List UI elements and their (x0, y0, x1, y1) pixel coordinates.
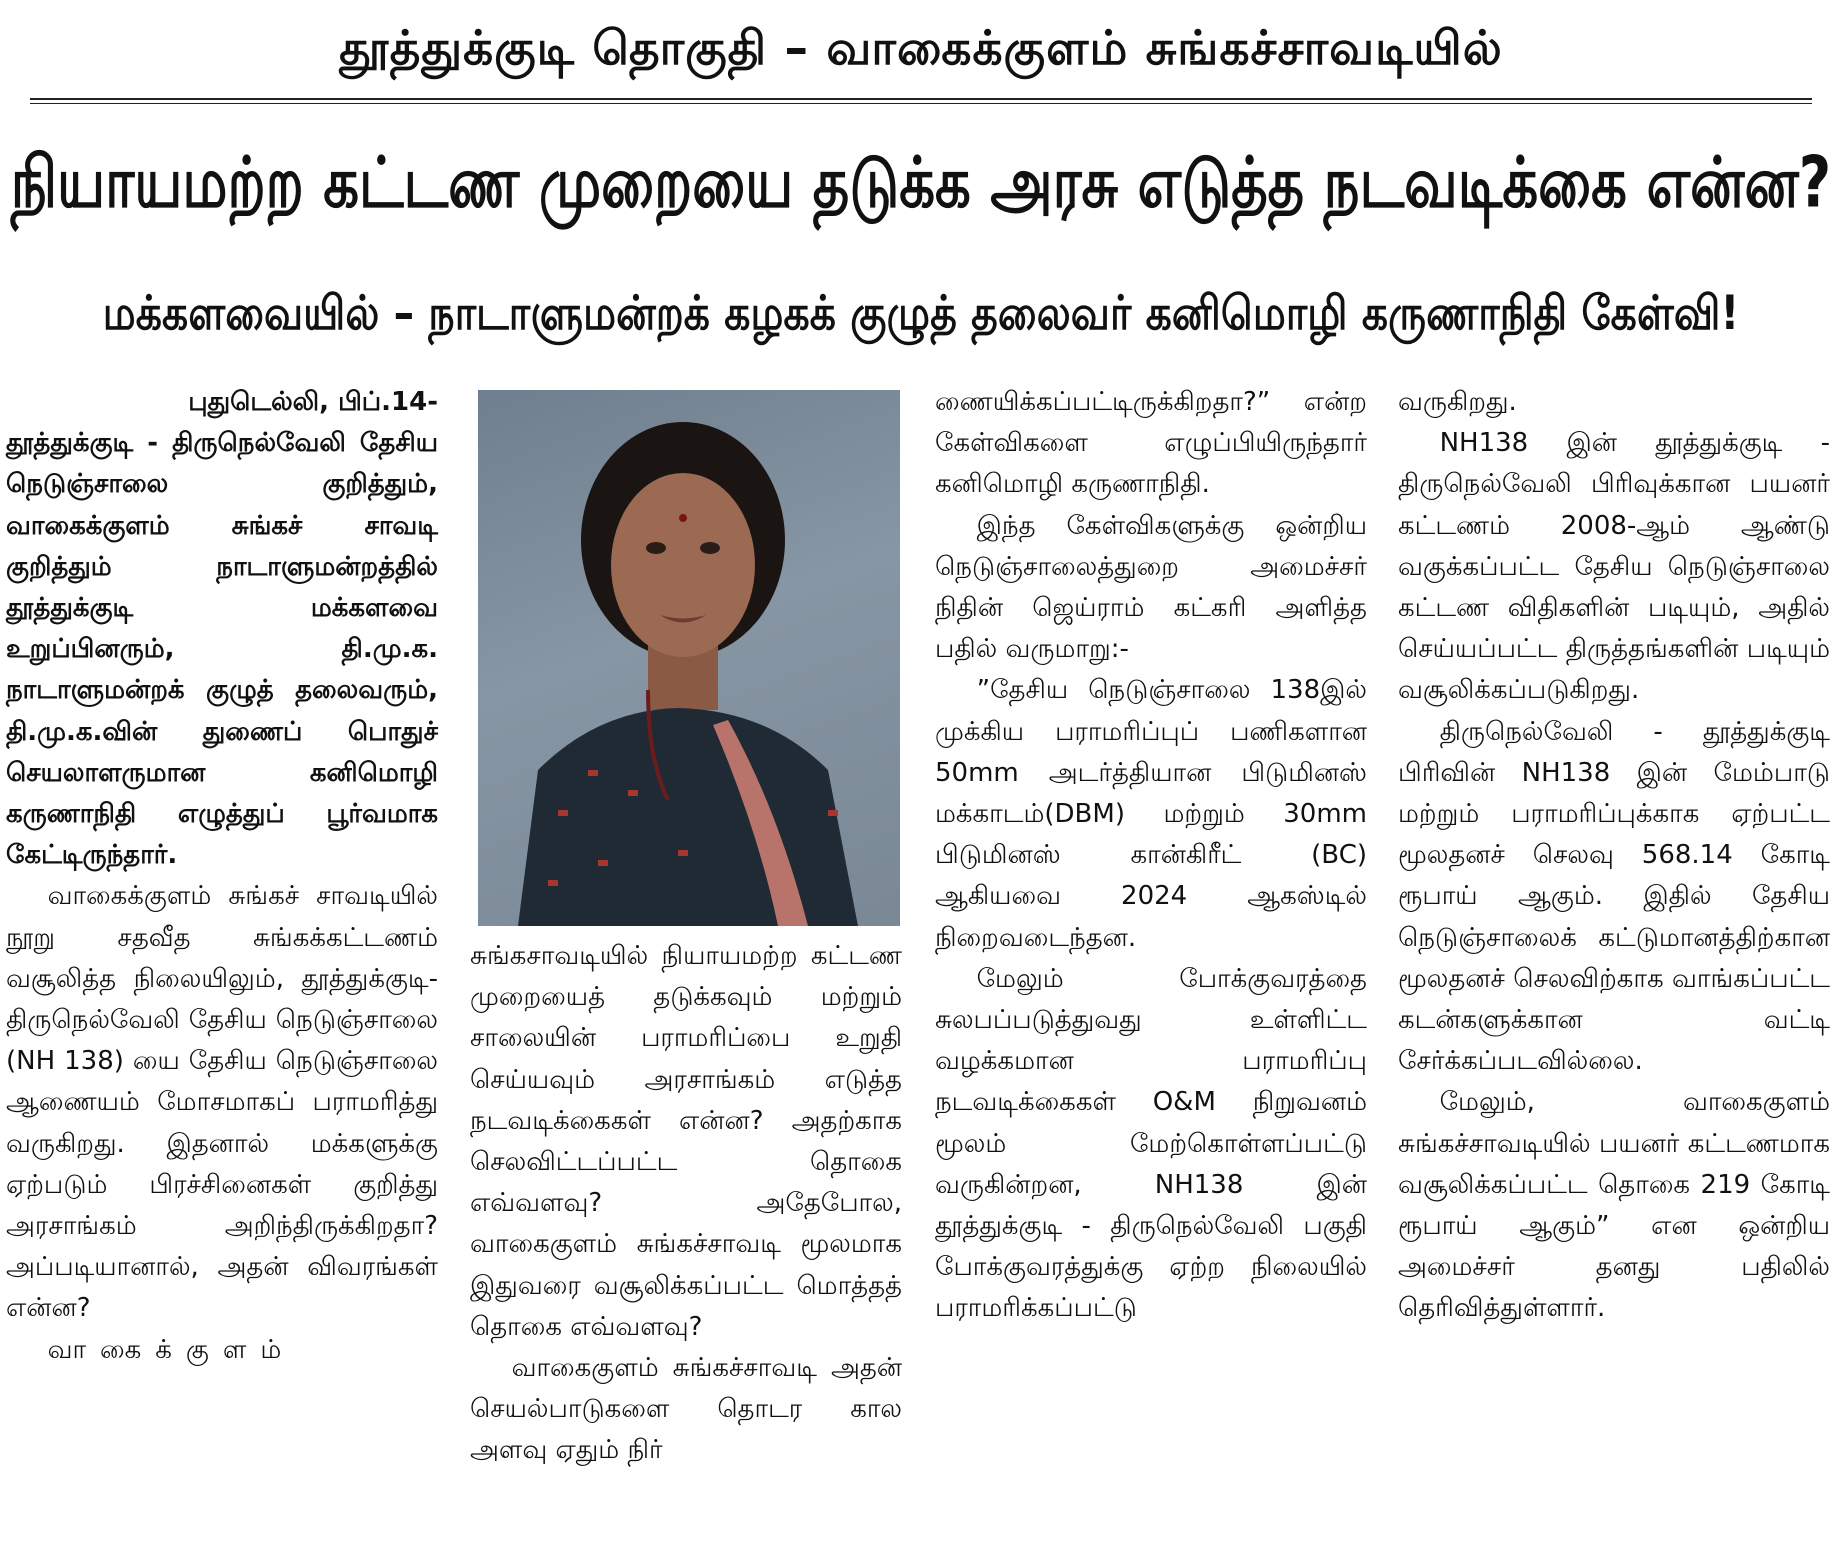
face-shape (611, 473, 755, 657)
lead-paragraph: தூத்துக்குடி - திருநெல்வேலி தேசிய நெடுஞ்சாலை குறித்தும், வாகைக்குளம் சுங்கச் சாவடி குறித்தும் நாடாளுமன்றத்தில் தூத்துக்குடி மக்களவை உறுப்பினரும், தி.மு.க. நாடாளுமன்றக் குழுத் தலைவரும், தி.மு.க.வின் துணைப் பொதுச் செயலாளருமான கனிமொழி கருணாநிதி எழுத்துப் பூர்வமாக கேட்டிருந்தார். (6, 428, 438, 871)
body-paragraph: வாகைக்குளம் சுங்கச் சாவடியில் நூறு சதவீத சுங்கக்கட்டணம் வசூலித்த நிலையிலும், தூத்துக்குடி- திருநெல்வேலி தேசிய நெடுஞ்சாலை (NH 138) யை தேசிய நெடுஞ்சாலை ஆணையம் மோசமாகப் பராமரித்து வருகிறது. இதனால் மக்களுக்கு ஏற்படும் பிரச்சினைகள் குறித்து அரசாங்கம் அறிந்திருக்கிறதா? அப்படியானால், அதன் விவரங்கள் என்ன? (6, 881, 438, 1324)
article-column-1 (6, 382, 438, 1371)
eye-shape (700, 542, 720, 554)
portrait-illustration (478, 390, 900, 926)
saree-shape (518, 708, 858, 926)
body-paragraph: NH138 இன் தூத்துக்குடி - திருநெல்வேலி பிரிவுக்கான பயனர் கட்டணம் 2008-ஆம் ஆண்டு வகுக்கப்பட்ட தேசிய நெடுஞ்சாலை கட்டண விதிகளின் படியும், அதில் செய்யப்பட்ட திருத்தங்களின் படியும் வசூலிக்கப்படுகிறது. (1398, 428, 1830, 706)
body-paragraph: ணையிக்கப்பட்டிருக்கிறதா?” என்ற கேள்விகளை எழுப்பியிருந்தார் கனிமொழி கருணாநிதி. (935, 387, 1367, 500)
body-paragraph: இந்த கேள்விகளுக்கு ஒன்றிய நெடுஞ்சாலைத்துறை அமைச்சர் நிதின் ஜெய்ராம் கட்கரி அளித்த பதில் வருமாறு:- (935, 510, 1367, 665)
article-column-3 (935, 382, 1367, 1330)
body-paragraph: வாகைக்குளம் (47, 1334, 296, 1365)
body-paragraph: திருநெல்வேலி - தூத்துக்குடி பிரிவின் NH138 இன் மேம்பாடு மற்றும் பராமரிப்புக்காக ஏற்பட்ட மூலதனச் செலவு 568.14 கோடி ரூபாய் ஆகும். இதில் தேசிய நெடுஞ்சாலைக் கட்டுமானத்திற்கான மூலதனச் செலவிற்காக வாங்கப்பட்ட கடன்களுக்கான வட்டி சேர்க்கப்படவில்லை. (1398, 716, 1830, 1077)
body-paragraph: மேலும் போக்குவரத்தை சுலபப்படுத்துவது உள்ளிட்ட வழக்கமான பராமரிப்பு நடவடிக்கைகள் O&M நிறுவனம் மூலம் மேற்கொள்ளப்பட்டு வருகின்றன, NH138 இன் தூத்துக்குடி - திருநெல்வேலி பகுதி போக்குவரத்துக்கு ஏற்ற நிலையில் பராமரிக்கப்பட்டு (935, 963, 1367, 1324)
article-column-4 (1398, 382, 1830, 1330)
sub-headline: மக்களவையில் – நாடாளுமன்றக் கழகக் குழுத் தலைவர் கனிமொழி கருணாநிதி கேள்வி! (102, 285, 1740, 341)
dateline: புதுடெல்லி, பிப்.14- (188, 387, 438, 417)
main-headline: நியாயமற்ற கட்டண முறையை தடுக்க அரசு எடுத்த நடவடிக்கை என்ன? (10, 142, 1832, 224)
body-paragraph: சுங்கசாவடியில் நியாயமற்ற கட்டண முறையைத் தடுக்கவும் மற்றும் சாலையின் பராமரிப்பை உறுதி செய்யவும் அரசாங்கம் எடுத்த நடவடிக்கைகள் என்ன? அதற்காக செலவிட்டப்பட்ட தொகை எவ்வளவு? அதேபோல, வாகைகுளம் சுங்கச்சாவடி மூலமாக இதுவரை வசூலிக்கப்பட்ட மொத்தத் தொகை எவ்வளவு? (470, 941, 902, 1342)
body-paragraph: ”தேசிய நெடுஞ்சாலை 138இல் முக்கிய பராமரிப்புப் பணிகளான 50mm அடர்த்தியான பிடுமினஸ் மக்காடம்(DBM) மற்றும் 30mm பிடுமினஸ் கான்கிரீட் (BC) ஆகியவை 2024 ஆகஸ்டில் நிறைவடைந்தன. (935, 675, 1367, 953)
body-paragraph: வாகைகுளம் சுங்கச்சாவடி அதன் செயல்பாடுகளை தொடர கால அளவு ஏதும் நிர் (470, 1353, 902, 1466)
bindi-shape (679, 514, 687, 522)
body-paragraph: மேலும், வாகைகுளம் சுங்கச்சாவடியில் பயனர் கட்டணமாக வசூலிக்கப்பட்ட தொகை 219 கோடி ரூபாய் ஆகும்” என ஒன்றிய அமைச்சர் தனது பதிலில் தெரிவித்துள்ளார். (1398, 1087, 1830, 1324)
portrait-photo (478, 390, 900, 926)
kicker-headline: தூத்துக்குடி தொகுதி – வாகைக்குளம் சுங்கச்சாவடியில் (339, 21, 1503, 76)
eye-shape (646, 542, 666, 554)
article-column-2 (470, 382, 902, 1472)
body-paragraph: வருகிறது. (1398, 387, 1517, 417)
